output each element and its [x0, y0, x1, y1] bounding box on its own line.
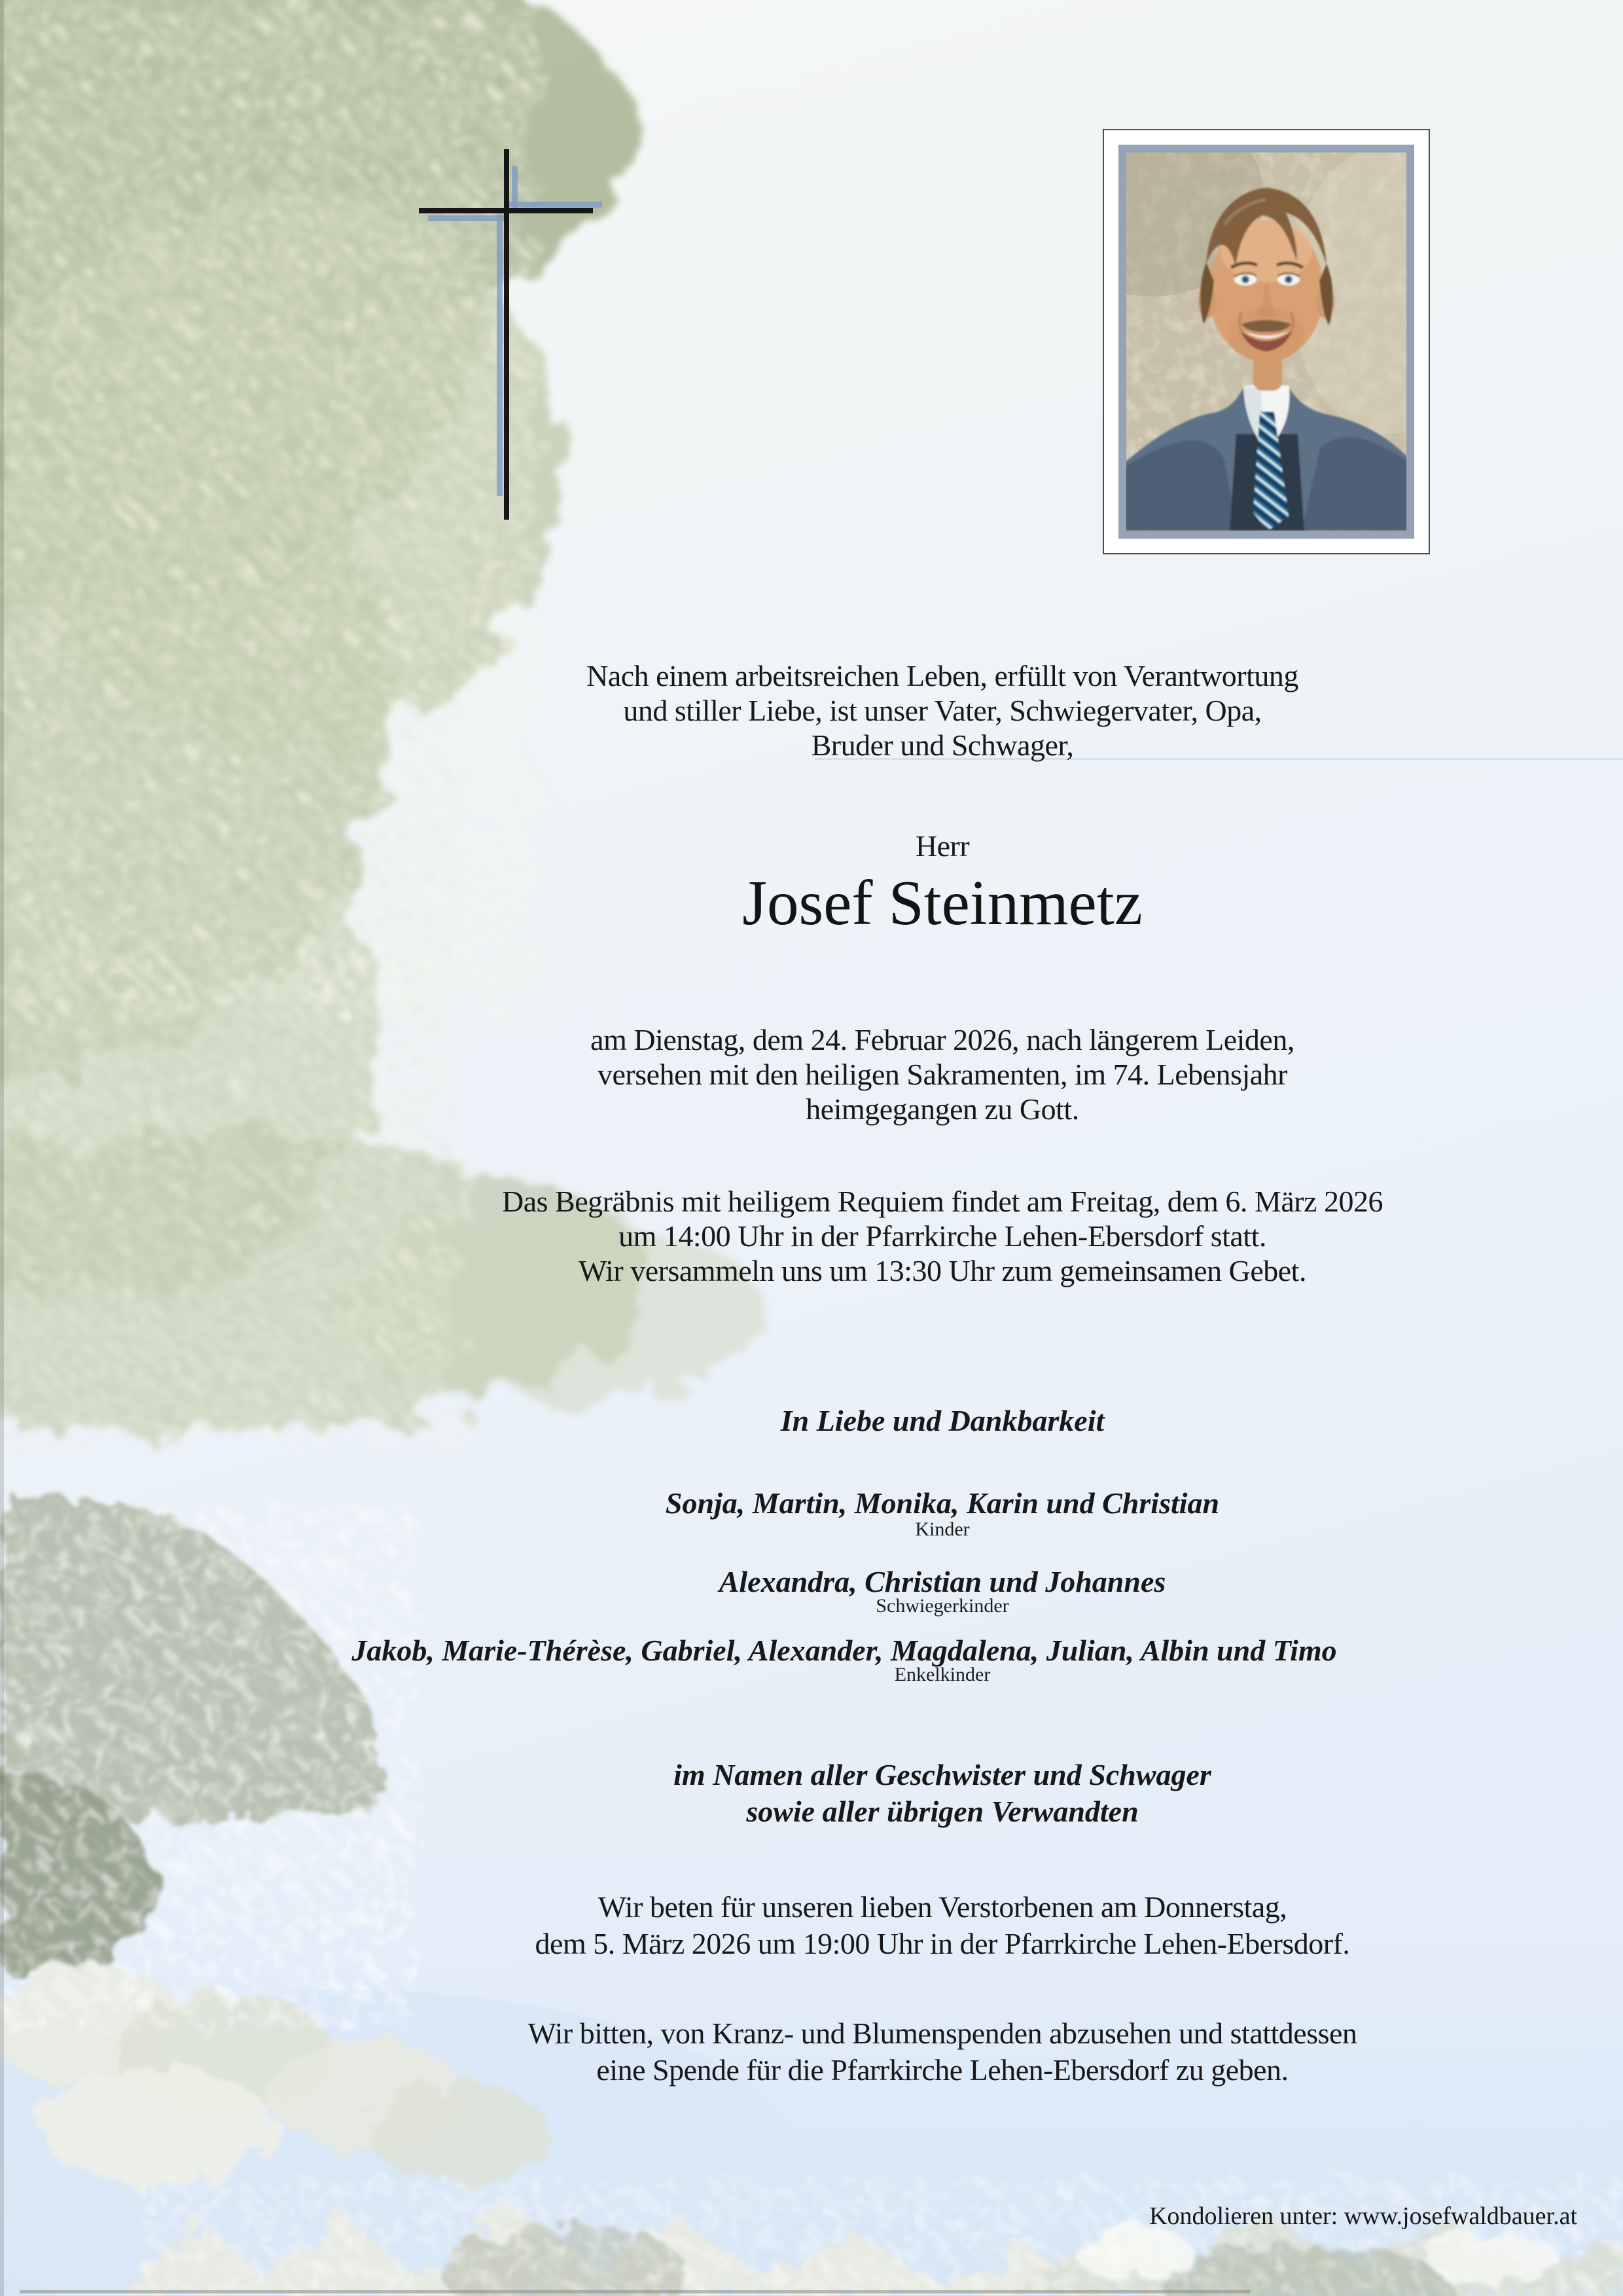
funeral-paragraph [366, 1184, 1518, 1288]
family-relation-children-in-law: Schwiegerkinder [876, 1595, 1009, 1617]
intro-line: Bruder und Schwager, [811, 728, 1074, 762]
cross-shadow-bottom [497, 215, 503, 496]
prayer-line: dem 5. März 2026 um 19:00 Uhr in der Pfarrkirche Lehen-Ebersdorf. [535, 1927, 1350, 1960]
cross-horizontal-bar [419, 208, 593, 213]
intro-paragraph [366, 658, 1518, 762]
family-names-grandchildren: Jakob, Marie-Thérèse, Gabriel, Alexander, Magdalena, Julian, Albin und Timo [351, 1634, 1337, 1667]
prayer-paragraph [366, 1889, 1518, 1962]
death-line: heimgegangen zu Gott. [806, 1092, 1079, 1126]
family-relation-grandchildren: Enkelkinder [894, 1664, 991, 1685]
salutation: Herr [915, 829, 970, 863]
death-paragraph [366, 1022, 1518, 1126]
behalf-paragraph [366, 1757, 1518, 1830]
family-names-children: Sonja, Martin, Monika, Karin und Christian [665, 1486, 1220, 1520]
donation-line: eine Spende für die Pfarrkirche Lehen-Ebersdorf zu geben. [596, 2053, 1289, 2087]
funeral-line: Das Begräbnis mit heiligem Requiem findet am Freitag, dem 6. März 2026 [502, 1185, 1383, 1218]
family-relation-children: Kinder [915, 1518, 970, 1540]
cross-vertical-bar [504, 149, 509, 520]
behalf-line: sowie aller übrigen Verwandten [746, 1795, 1139, 1828]
funeral-line: um 14:00 Uhr in der Pfarrkirche Lehen-Ebersdorf statt. [618, 1219, 1266, 1253]
death-line: am Dienstag, dem 24. Februar 2026, nach längerem Leiden, [590, 1023, 1294, 1056]
funeral-line: Wir versammeln uns um 13:30 Uhr zum gemeinsamen Gebet. [579, 1254, 1306, 1287]
cross-shadow-left [428, 215, 508, 221]
condolence-link[interactable]: Kondolieren unter: www.josefwaldbauer.at [1149, 2202, 1577, 2230]
portrait-photo [1118, 145, 1414, 539]
cross-shadow-right [509, 202, 602, 207]
portrait-photo-frame [1103, 129, 1430, 554]
intro-line: und stiller Liebe, ist unser Vater, Schwiegervater, Opa, [623, 694, 1262, 727]
scan-edge-artifact [20, 2290, 1250, 2293]
family-names-children-in-law: Alexandra, Christian und Johannes [719, 1565, 1166, 1598]
prayer-line: Wir beten für unseren lieben Verstorbenen am Donnerstag, [597, 1890, 1287, 1924]
deceased-name: Josef Steinmetz [742, 868, 1143, 938]
behalf-line: im Namen aller Geschwister und Schwager [673, 1758, 1211, 1791]
intro-line: Nach einem arbeitsreichen Leben, erfüllt von Verantwortung [586, 659, 1298, 692]
closing-phrase: In Liebe und Dankbarkeit [780, 1404, 1105, 1437]
donation-line: Wir bitten, von Kranz- und Blumenspenden abzusehen und stattdessen [527, 2017, 1357, 2050]
donation-paragraph [366, 2015, 1518, 2089]
scan-edge-artifact [0, 0, 4, 2296]
death-line: versehen mit den heiligen Sakramenten, im 74. Lebensjahr [597, 1058, 1287, 1091]
